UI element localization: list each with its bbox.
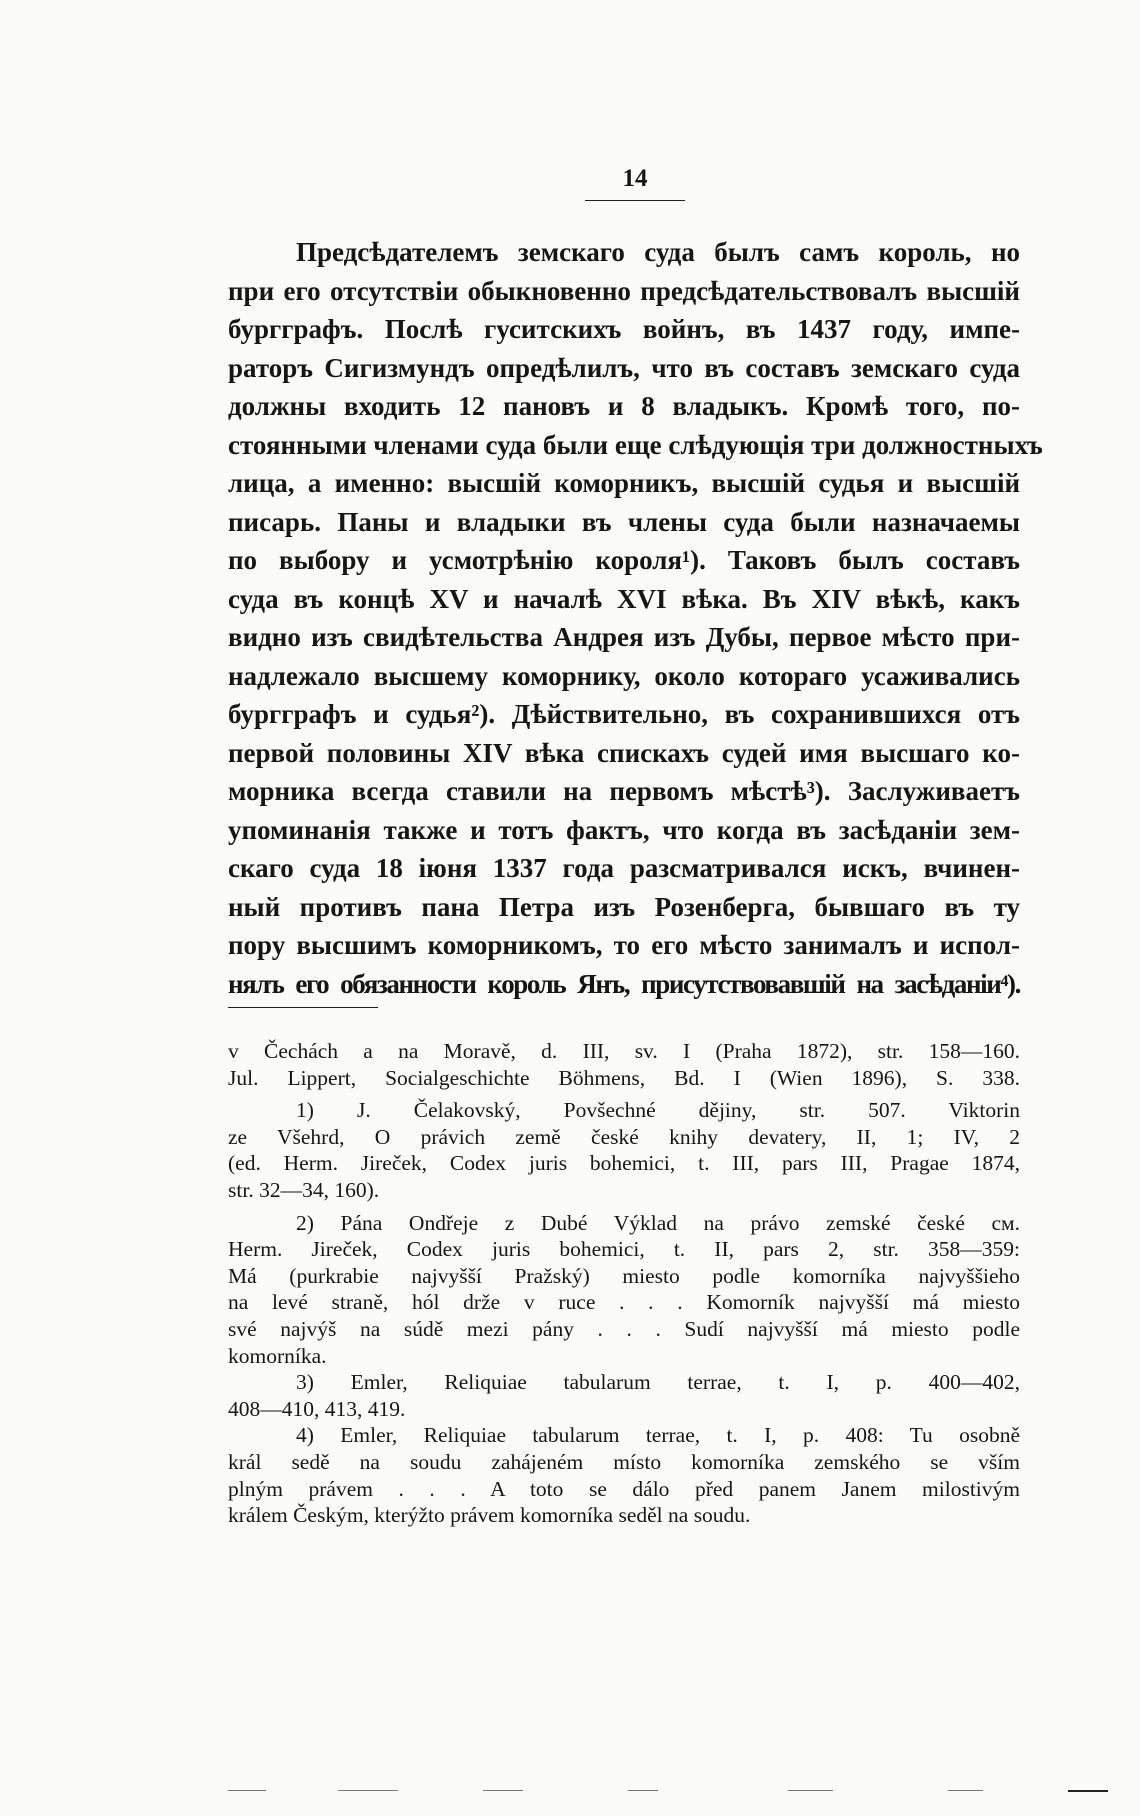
footnote-line: komorníka. bbox=[228, 1343, 327, 1368]
text-line: бургграфъ и судья²). Дѣйствительно, въ сохранившихся отъ bbox=[228, 699, 1020, 729]
text-line: по выбору и усмотрѣнію короля¹). Таковъ былъ составъ bbox=[228, 545, 1020, 575]
text-line: морника всегда ставили на первомъ мѣстѣ³). Заслуживаетъ bbox=[228, 776, 1020, 806]
footnote-line: králem Českým, kterýžto právem komorníka seděl na soudu. bbox=[228, 1503, 751, 1528]
text-line: видно изъ свидѣтельства Андрея изъ Дубы, первое мѣсто при- bbox=[228, 622, 1020, 652]
text-line: нялъ его обязанности король Янъ, присутствовавшій на засѣданіи⁴). bbox=[228, 968, 1020, 999]
page-number-rule bbox=[585, 200, 685, 201]
footnote-line: 3) Emler, Reliquiae tabularum terrae, t. I, p. 400—402, bbox=[296, 1370, 1020, 1395]
text-line: должны входить 12 пановъ и 8 владыкъ. Кромѣ того, по- bbox=[228, 391, 1020, 421]
footnote-line: 1) J. Čelakovský, Povšechné dějiny, str. 507. Viktorin bbox=[296, 1098, 1020, 1123]
text-line: при его отсутствіи обыкновенно предсѣдательствовалъ высшій bbox=[228, 275, 1020, 306]
footnote-line: ze Všehrd, O právich země české knihy devatery, II, 1; IV, 2 bbox=[228, 1124, 1020, 1149]
footnote-line: své najvýš na súdě mezi pány . . . Sudí najvyšší má miesto podle bbox=[228, 1316, 1020, 1341]
footnote-line: Herm. Jireček, Codex juris bohemici, t. II, pars 2, str. 358—359: bbox=[228, 1237, 1020, 1262]
footnote-line: 2) Pána Ondřeje z Dubé Výklad na právo zemské české см. bbox=[296, 1210, 1020, 1235]
footnote-line: str. 32—34, 160). bbox=[228, 1177, 380, 1202]
footnote-line: na levé straně, hól drže v ruce . . . Komorník najvyšší má miesto bbox=[228, 1290, 1020, 1315]
footnote-line: v Čechách a na Moravě, d. III, sv. I (Praha 1872), str. 158—160. bbox=[228, 1039, 1020, 1063]
footnote-line: 408—410, 413, 419. bbox=[228, 1396, 406, 1421]
page-number: 14 bbox=[622, 165, 648, 192]
text-line: пору высшимъ коморникомъ, то его мѣсто занималъ и испол- bbox=[228, 930, 1020, 960]
footnote-line: 4) Emler, Reliquiae tabularum terrae, t. I, p. 408: Tu osobně bbox=[296, 1423, 1020, 1448]
text-line: раторъ Сигизмундъ опредѣлилъ, что въ составъ земскаго суда bbox=[228, 352, 1020, 383]
footnote-line: Má (purkrabie najvyšší Pražský) miesto podle komorníka najvyššieho bbox=[228, 1263, 1020, 1288]
main-text bbox=[228, 233, 1043, 1003]
footnote-1 bbox=[228, 1097, 1020, 1203]
text-line: надлежало высшему коморнику, около котораго усаживались bbox=[228, 660, 1020, 691]
text-line: Предсѣдателемъ земскаго суда былъ самъ король, но bbox=[296, 237, 1020, 267]
text-line: писарь. Паны и владыки въ члены суда были назначаемы bbox=[228, 506, 1020, 537]
text-line: бургграфъ. Послѣ гуситскихъ войнъ, въ 1437 году, импе- bbox=[228, 314, 1020, 344]
footnote-line: král sedě na soudu zahájeném místo komorníka zemského se vším bbox=[228, 1449, 1020, 1474]
footnote-2 bbox=[228, 1210, 1020, 1370]
footnote-line: (ed. Herm. Jireček, Codex juris bohemici, t. III, pars III, Pragae 1874, bbox=[228, 1151, 1020, 1176]
footnote-line: Jul. Lippert, Socialgeschichte Böhmens, Bd. I (Wien 1896), S. 338. bbox=[228, 1065, 1020, 1090]
footnote-separator bbox=[228, 1007, 378, 1008]
text-line: ный противъ пана Петра изъ Розенберга, бывшаго въ ту bbox=[228, 891, 1020, 922]
text-line: скаго суда 18 іюня 1337 года разсматривался искъ, вчинен- bbox=[228, 853, 1020, 883]
text-line: суда въ концѣ XV и началѣ XVI вѣка. Въ XIV вѣкѣ, какъ bbox=[228, 583, 1020, 614]
footnote-4 bbox=[228, 1422, 1020, 1528]
text-line: стоянными членами суда были еще слѣдующія три должностныхъ bbox=[228, 429, 1043, 460]
text-line: упоминанія также и тотъ фактъ, что когда въ засѣданіи зем- bbox=[228, 814, 1020, 845]
text-line: лица, а именно: высшій коморникъ, высшій судья и высшій bbox=[228, 468, 1020, 498]
bottom-scan-marks bbox=[228, 1790, 1108, 1796]
footnote-continuation bbox=[228, 1038, 1020, 1091]
footnote-line: plným právem . . . A toto se dálo před panem Janem milostivým bbox=[228, 1476, 1020, 1501]
text-line: первой половины XIV вѣка спискахъ судей имя высшаго ко- bbox=[228, 737, 1020, 768]
footnotes bbox=[228, 1038, 1020, 1529]
footnote-3 bbox=[228, 1369, 1020, 1422]
